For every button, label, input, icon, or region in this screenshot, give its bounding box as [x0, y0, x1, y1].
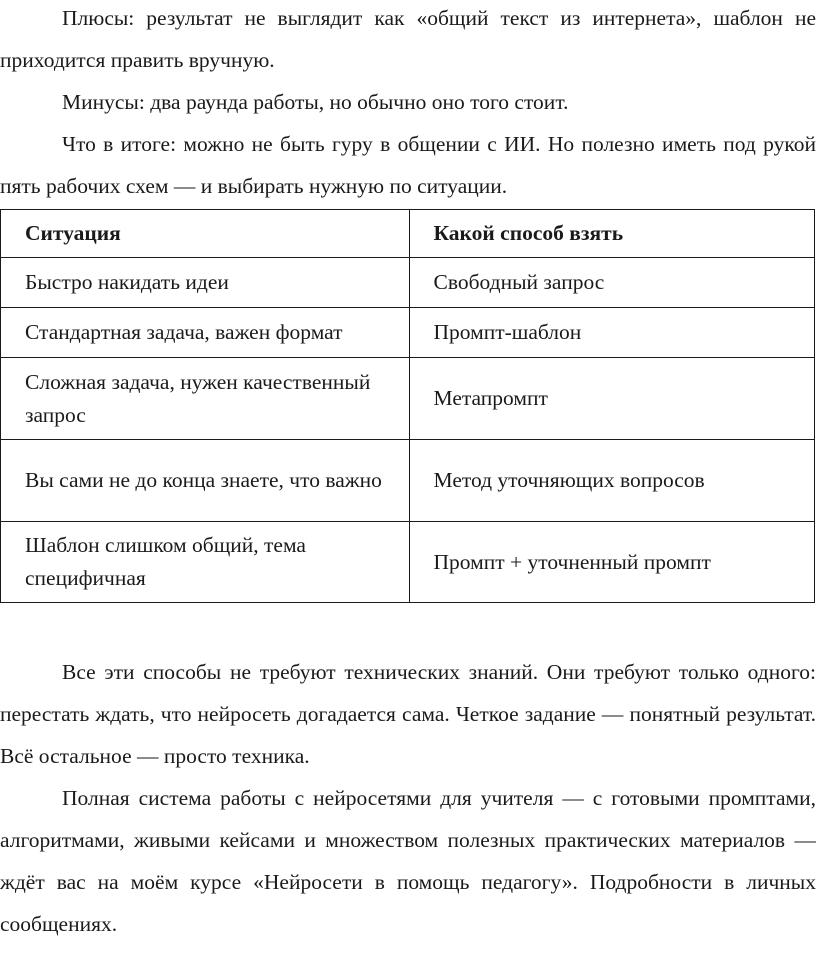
header-situation: Ситуация: [1, 210, 410, 258]
paragraph-cons: Минусы: два раунда работы, но обычно оно того стоит.: [62, 90, 569, 114]
cell-situation: Стандартная задача, важен формат: [1, 308, 410, 358]
cell-method: Промпт + уточненный промпт: [409, 522, 815, 603]
cell-situation: Сложная задача, нужен качественный запрос: [1, 358, 410, 440]
cell-method: Промпт-шаблон: [409, 308, 815, 358]
table-row: [1, 258, 815, 308]
cell-method: Метапромпт: [409, 358, 815, 440]
cell-situation: Вы сами не до конца знаете, что важно: [1, 440, 410, 522]
table-row: [1, 308, 815, 358]
table-header-row: [1, 210, 815, 258]
paragraph-summary: Что в итоге: можно не быть гуру в общении с ИИ. Но полезно иметь под рукой пять рабочих схем — и выбирать нужную по ситуации.: [0, 132, 816, 198]
header-method: Какой способ взять: [409, 210, 815, 258]
table-row: [1, 522, 815, 603]
cell-situation: Шаблон слишком общий, тема специфичная: [1, 522, 410, 603]
paragraph-closing-2: Полная система работы с нейросетями для учителя — с готовыми промптами, алгоритмами, живыми кейсами и множеством полезных практических материалов — ждёт вас на моём курсе «Нейросети в помощь педагогу». Подробности в личных сообщениях.: [0, 786, 816, 936]
table-row: [1, 440, 815, 522]
cell-method: Метод уточняющих вопросов: [409, 440, 815, 522]
paragraph-closing-1: Все эти способы не требуют технических знаний. Они требуют только одного: перестать ждать, что нейросеть догадается сама. Четкое задание — понятный результат. Всё остальное — просто техника.: [0, 660, 816, 768]
cell-situation: Быстро накидать идеи: [1, 258, 410, 308]
method-table: [0, 209, 815, 603]
paragraph-pros: Плюсы: результат не выглядит как «общий текст из интернета», шаблон не приходится править вручную.: [0, 6, 816, 72]
cell-method: Свободный запрос: [409, 258, 815, 308]
table-row: [1, 358, 815, 440]
